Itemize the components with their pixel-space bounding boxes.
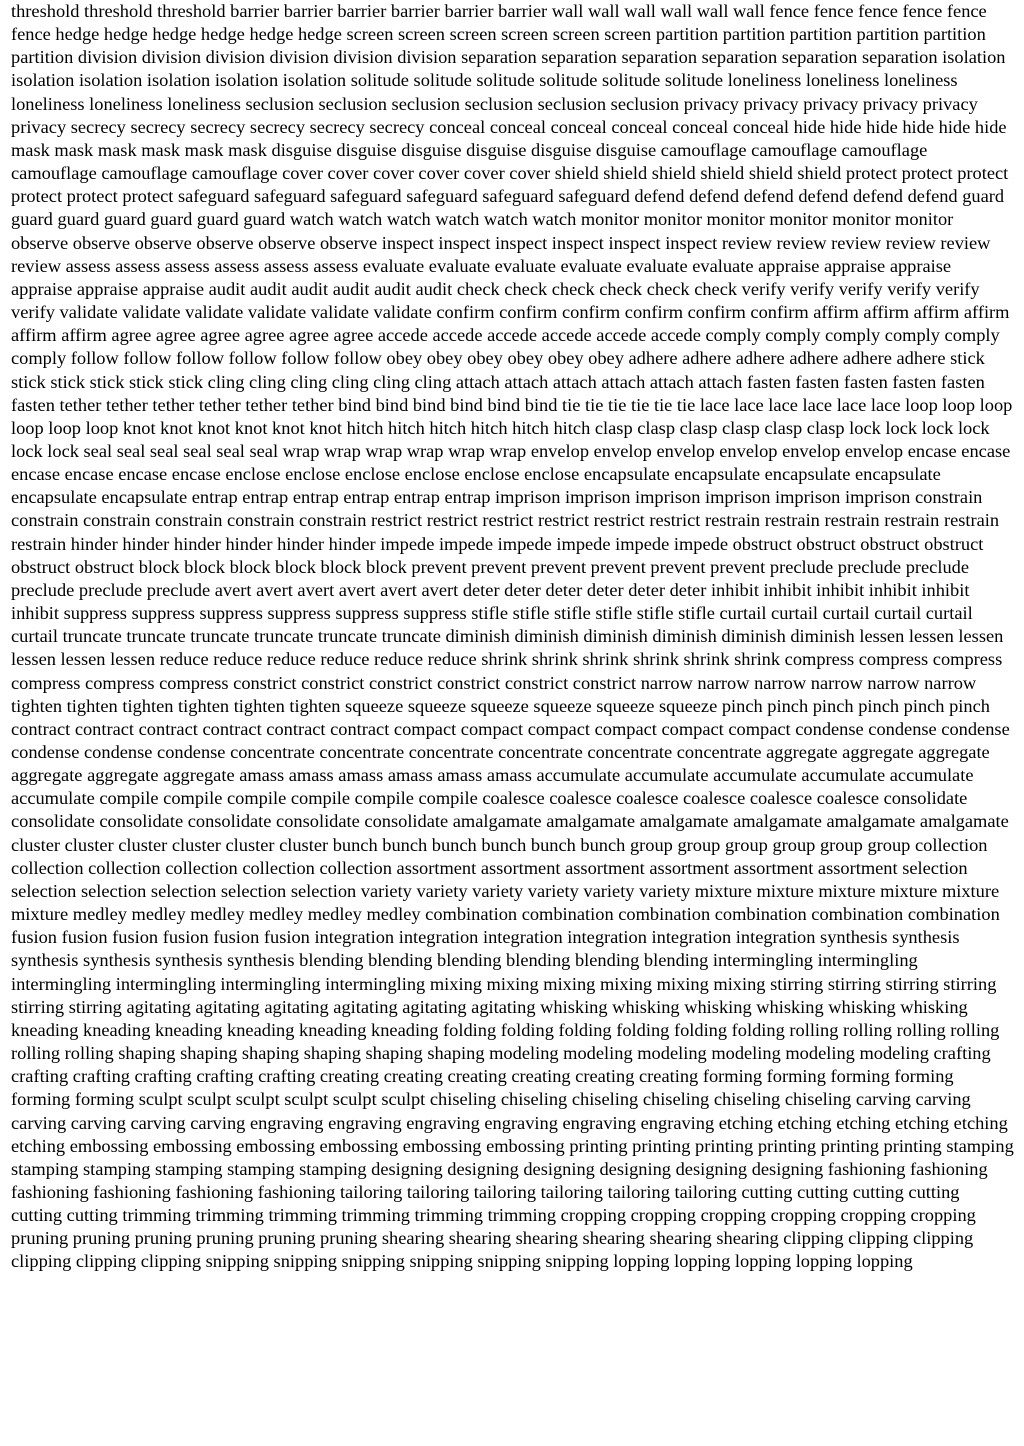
body-text: threshold threshold threshold barrier barrier barrier barrier barrier barrier wall wall wall wall wall wall fence fence fence fence fence fence hedge hedge hedge hedge hedge hedge screen screen screen screen screen screen partition partition partition partition partition partition division division division division division division separation separation separation separation separation separation isolation isolation isolation isolation isolation isolation solitude solitude solitude solitude solitude solitude loneliness loneliness loneliness loneliness loneliness loneliness seclusion seclusion seclusion seclusion seclusion seclusion privacy privacy privacy privacy privacy privacy secrecy secrecy secrecy secrecy secrecy secrecy conceal conceal conceal conceal conceal conceal hide hide hide hide hide hide mask mask mask mask mask mask disguise disguise disguise disguise disguise disguise camouflage camouflage camouflage camouflage camouflage camouflage cover cover cover cover cover cover shield shield shield shield shield shield protect protect protect protect protect protect safeguard safeguard safeguard safeguard safeguard safeguard defend defend defend defend defend defend guard guard guard guard guard guard guard watch watch watch watch watch watch monitor monitor monitor monitor monitor monitor observe observe observe observe observe observe inspect inspect inspect inspect inspect inspect review review review review review review assess assess assess assess assess assess evaluate evaluate evaluate evaluate evaluate evaluate appraise appraise appraise appraise appraise appraise audit audit audit audit audit audit check check check check check check verify verify verify verify verify verify validate validate validate validate validate validate confirm confirm confirm confirm confirm confirm affirm affirm affirm affirm affirm affirm agree agree agree agree agree agree accede accede accede accede accede accede comply comply comply comply comply comply follow follow follow follow follow follow obey obey obey obey obey obey adhere adhere adhere adhere adhere adhere stick stick stick stick stick stick cling cling cling cling cling cling attach attach attach attach attach attach fasten fasten fasten fasten fasten fasten tether tether tether tether tether tether bind bind bind bind bind bind tie tie tie tie tie tie lace lace lace lace lace lace loop loop loop loop loop loop knot knot knot knot knot knot hitch hitch hitch hitch hitch hitch clasp clasp clasp clasp clasp clasp lock lock lock lock lock lock seal seal seal seal seal seal wrap wrap wrap wrap wrap wrap envelop envelop envelop envelop envelop envelop encase encase encase encase encase encase enclose enclose enclose enclose enclose enclose encapsulate encapsulate encapsulate encapsulate encapsulate encapsulate entrap entrap entrap entrap entrap entrap imprison imprison imprison imprison imprison imprison constrain constrain constrain constrain constrain constrain restrict restrict restrict restrict restrict restrict restrain restrain restrain restrain restrain restrain hinder hinder hinder hinder hinder hinder impede impede impede impede impede impede obstruct obstruct obstruct obstruct obstruct obstruct block block block block block block prevent prevent prevent prevent prevent prevent preclude preclude preclude preclude preclude preclude avert avert avert avert avert avert deter deter deter deter deter deter inhibit inhibit inhibit inhibit inhibit inhibit suppress suppress suppress suppress suppress suppress stifle stifle stifle stifle stifle stifle curtail curtail curtail curtail curtail curtail truncate truncate truncate truncate truncate truncate diminish diminish diminish diminish diminish diminish lessen lessen lessen lessen lessen lessen reduce reduce reduce reduce reduce reduce shrink shrink shrink shrink shrink shrink compress compress compress compress compress compress constrict constrict constrict constrict constrict constrict narrow narrow narrow narrow narrow narrow tighten tighten tighten tighten tighten tighten squeeze squeeze squeeze squeeze squeeze squeeze pinch pinch pinch pinch pinch pinch contract contract contract contract contract contract compact compact compact compact compact compact condense condense condense condense condense condense concentrate concentrate concentrate concentrate concentrate concentrate aggregate aggregate aggregate aggregate aggregate aggregate amass amass amass amass amass amass accumulate accumulate accumulate accumulate accumulate accumulate compile compile compile compile compile compile coalesce coalesce coalesce coalesce coalesce coalesce consolidate consolidate consolidate consolidate consolidate consolidate amalgamate amalgamate amalgamate amalgamate amalgamate amalgamate cluster cluster cluster cluster cluster cluster bunch bunch bunch bunch bunch bunch group group group group group group collection collection collection collection collection collection assortment assortment assortment assortment assortment assortment selection selection selection selection selection selection variety variety variety variety variety variety mixture mixture mixture mixture mixture mixture medley medley medley medley medley medley combination combination combination combination combination combination fusion fusion fusion fusion fusion fusion integration integration integration integration integration integration synthesis synthesis synthesis synthesis synthesis synthesis blending blending blending blending blending blending intermingling intermingling intermingling intermingling intermingling intermingling mixing mixing mixing mixing mixing mixing stirring stirring stirring stirring stirring stirring agitating agitating agitating agitating agitating agitating whisking whisking whisking whisking whisking whisking kneading kneading kneading kneading kneading kneading folding folding folding folding folding folding rolling rolling rolling rolling rolling rolling shaping shaping shaping shaping shaping shaping modeling modeling modeling modeling modeling modeling crafting crafting crafting crafting crafting crafting creating creating creating creating creating creating forming forming forming forming forming forming sculpt sculpt sculpt sculpt sculpt sculpt chiseling chiseling chiseling chiseling chiseling chiseling carving carving carving carving carving carving engraving engraving engraving engraving engraving engraving etching etching etching etching etching etching embossing embossing embossing embossing embossing embossing printing printing printing printing printing printing stamping stamping stamping stamping stamping stamping designing designing designing designing designing designing fashioning fashioning fashioning fashioning fashioning fashioning tailoring tailoring tailoring tailoring tailoring tailoring cutting cutting cutting cutting cutting cutting trimming trimming trimming trimming trimming trimming cropping cropping cropping cropping cropping cropping pruning pruning pruning pruning pruning pruning shearing shearing shearing shearing shearing shearing clipping clipping clipping clipping clipping clipping snipping snipping snipping snipping snipping snipping lopping lopping lopping lopping lopping [11, 1, 1014, 1272]
